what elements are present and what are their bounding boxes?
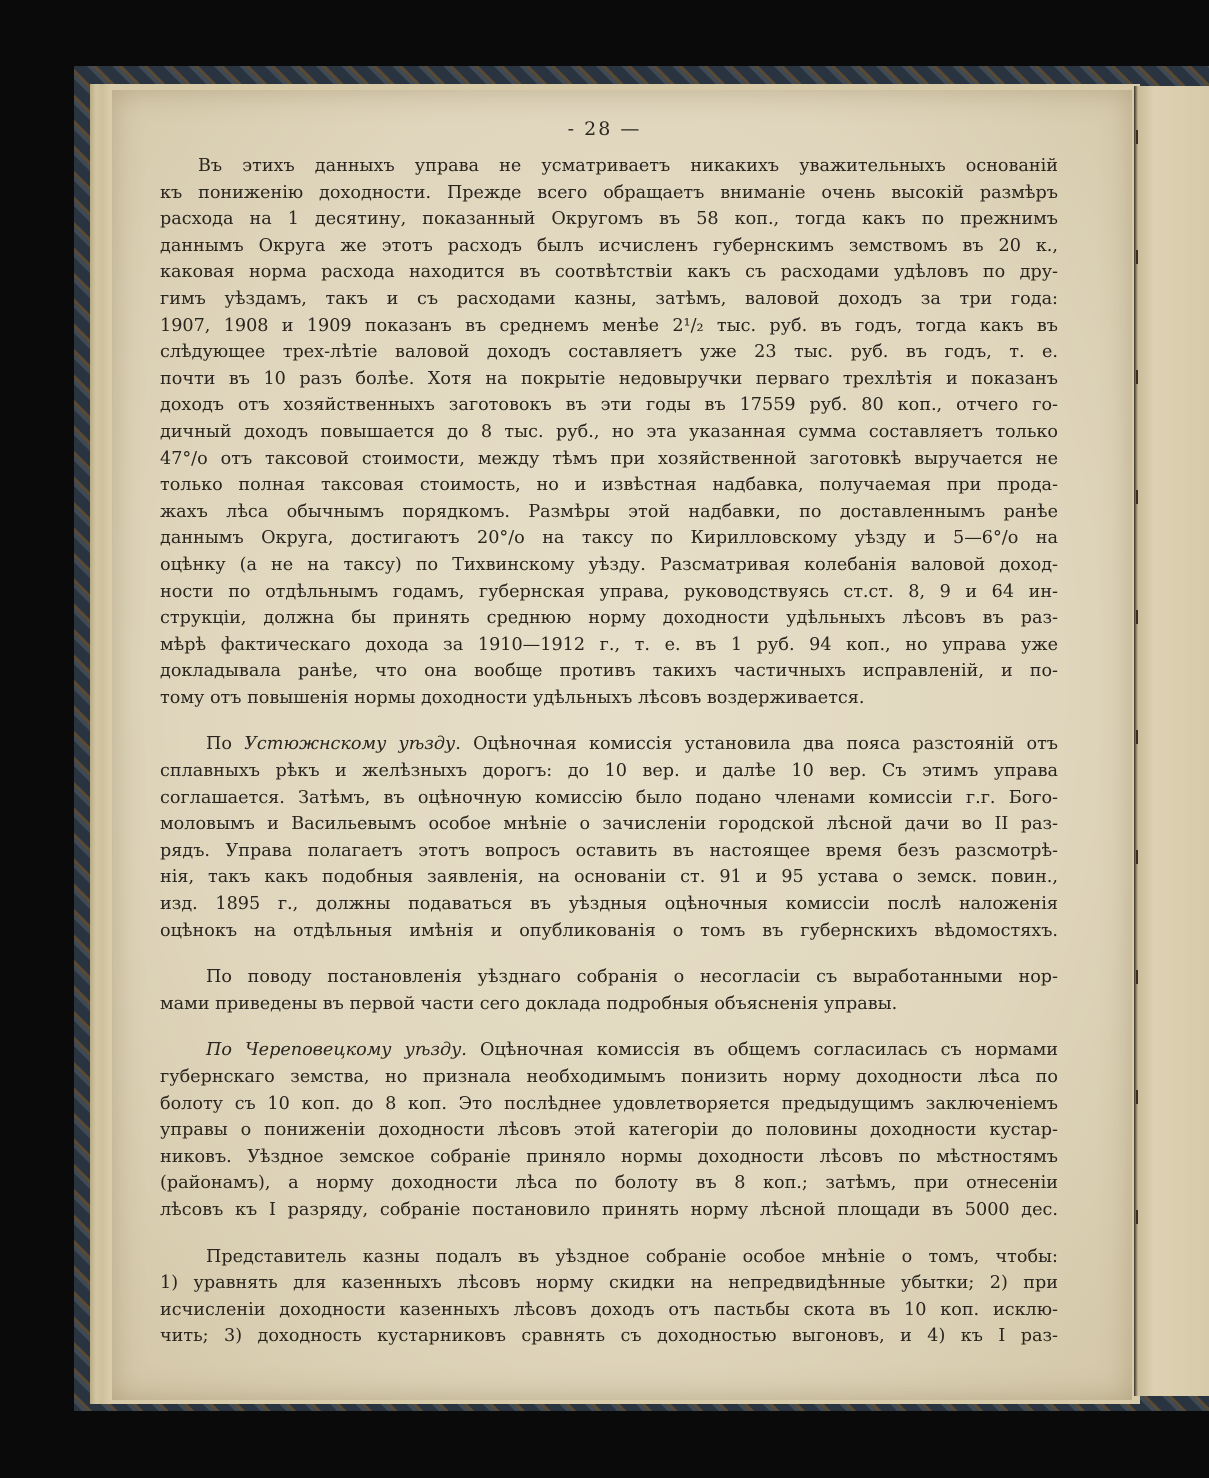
district-heading: По Череповецкому уѣзду. [206,1040,467,1061]
text-line [160,1037,1058,1064]
text-line-rest: Оцѣночная комиссія установила два пояса разстояній отъ [460,734,1058,755]
text-line: болоту съ 10 коп. до 8 коп. Это послѣднее удовлетворяется предыдущимъ заключеніемъ [160,1093,1058,1114]
text-line: слѣдующее трех-лѣтіе валовой доходъ составляетъ уже 23 тыс. руб. въ годъ, т. е. [160,342,1058,363]
text-line: Въ этихъ данныхъ управа не усматриваетъ никакихъ уважительныхъ основаній [198,156,1058,176]
text-line: никовъ. Уѣздное земское собраніе приняло нормы доходности лѣсовъ по мѣстностямъ [160,1146,1058,1167]
paragraph-4 [160,1037,1058,1223]
text-line: управы о пониженіи доходности лѣсовъ этой категоріи до половины доходности кустар- [160,1120,1058,1141]
binding-stitches [1136,130,1138,1290]
page-number: - 28 — [567,118,642,140]
text-line: доходъ отъ хозяйственныхъ заготовокъ въ эти годы въ 17559 руб. 80 коп., отчего го- [160,395,1058,416]
paragraph-1 [160,153,1058,711]
text-line: каковая норма расхода находится въ соотвѣтствіи какъ съ расходами удѣловъ по дру- [160,262,1058,283]
paragraph-3 [160,964,1058,1017]
text-line: только полная таксовая стоимость, но и извѣстная надбавка, получаемая при прода- [160,475,1058,496]
text-line: расхода на 1 десятину, показанный Округомъ въ 58 коп., тогда какъ по прежнимъ [160,209,1058,230]
paragraph-lead: По [206,734,245,755]
page-body [160,153,1058,1350]
text-line: оцѣнокъ на отдѣльныя имѣнія и опубликованія о томъ въ губернскихъ вѣдомостяхъ. [160,920,1058,941]
text-line: даннымъ Округа же этотъ расходъ былъ исчисленъ губернскимъ земствомъ въ 20 к., [160,235,1058,256]
text-line: Представитель казны подалъ въ уѣздное собраніе особое мнѣніе о томъ, чтобы: [206,1246,1058,1267]
text-line: моловымъ и Васильевымъ особое мнѣніе о зачисленіи городской лѣсной дачи во II раз- [160,814,1058,835]
text-line: соглашается. Затѣмъ, въ оцѣночную комиссію было подано членами комиссіи г.г. Бого- [160,787,1058,808]
text-line: губернскаго земства, но признала необходимымъ понизить норму доходности лѣса по [160,1067,1058,1087]
text-line: По поводу постановленія уѣзднаго собранія о несогласіи съ выработанными нор- [206,967,1058,988]
text-line: 1907, 1908 и 1909 показанъ въ среднемъ менѣе 2¹/₂ тыс. руб. въ годъ, тогда какъ въ [160,315,1058,336]
text-line: дичный доходъ повышается до 8 тыс. руб., но эта указанная сумма составляетъ только [160,421,1058,442]
text-line: 47°/о отъ таксовой стоимости, между тѣмъ при хозяйственной заготовкѣ выручается не [160,448,1058,469]
text-line: чить; 3) доходность кустарниковъ сравнять съ доходностью выгоновъ, и 4) къ I раз- [160,1326,1058,1347]
text-line: докладывала ранѣе, что она вообще противъ такихъ частичныхъ исправленій, и по- [160,661,1058,682]
text-line: изд. 1895 г., должны подаваться въ уѣздныя оцѣночныя комиссіи послѣ наложенія [160,894,1058,915]
district-heading: Устюжнскому уѣзду. [244,734,461,755]
paragraph-2 [160,731,1058,944]
text-line [160,731,1058,758]
text-line: даннымъ Округа, достигаютъ 20°/о на таксу по Кирилловскому уѣзду и 5—6°/о на [160,528,1058,549]
text-line: мами приведены въ первой части сего доклада подробныя объясненія управы. [160,993,898,1014]
text-line: струкціи, должна бы принять среднюю норму доходности удѣльныхъ лѣсовъ въ раз- [160,608,1058,629]
text-line: нія, такъ какъ подобныя заявленія, на основаніи ст. 91 и 95 устава о земск. повин., [160,867,1058,888]
text-line: исчисленіи доходности казенныхъ лѣсовъ доходъ отъ пастьбы скота въ 10 коп. исклю- [160,1299,1058,1320]
text-line: ности по отдѣльнымъ годамъ, губернская управа, руководствуясь ст.ст. 8, 9 и 64 ин- [160,581,1058,602]
facing-page-edge [1134,86,1209,1396]
text-line: тому отъ повышенія нормы доходности удѣльныхъ лѣсовъ воздерживается. [160,687,865,708]
text-line: сплавныхъ рѣкъ и желѣзныхъ дорогъ: до 10 вер. и далѣе 10 вер. Съ этимъ управа [160,761,1058,782]
text-line: оцѣнку (а не на таксу) по Тихвинскому уѣзду. Разсматривая колебанія валовой доход- [160,554,1058,575]
text-line: рядъ. Управа полагаетъ этотъ вопросъ оставить въ настоящее время безъ разсмотрѣ- [160,840,1058,861]
text-line: мѣрѣ фактическаго дохода за 1910—1912 г., т. е. въ 1 руб. 94 коп., но управа уже [160,634,1058,655]
text-line: 1) уравнять для казенныхъ лѣсовъ норму скидки на непредвидѣнные убытки; 2) при [160,1273,1058,1294]
text-line: лѣсовъ къ I разряду, собраніе постановило принять норму лѣсной площади въ 5000 дес. [160,1199,1058,1220]
text-line: жахъ лѣса обычнымъ порядкомъ. Размѣры этой надбавки, по доставленнымъ ранѣе [160,501,1058,522]
text-line: почти въ 10 разъ болѣе. Хотя на покрытіе недовыручки перваго трехлѣтія и показанъ [160,368,1058,389]
paragraph-5 [160,1244,1058,1350]
text-line: (районамъ), а норму доходности лѣса по болоту въ 8 коп.; затѣмъ, при отнесеніи [160,1173,1058,1194]
text-line: гимъ уѣздамъ, такъ и съ расходами казны, затѣмъ, валовой доходъ за три года: [160,288,1058,309]
text-line: къ пониженію доходности. Прежде всего обращаетъ вниманіе очень высокій размѣръ [160,182,1058,203]
text-line-rest: Оцѣночная комиссія въ общемъ согласилась съ нормами [466,1040,1058,1061]
